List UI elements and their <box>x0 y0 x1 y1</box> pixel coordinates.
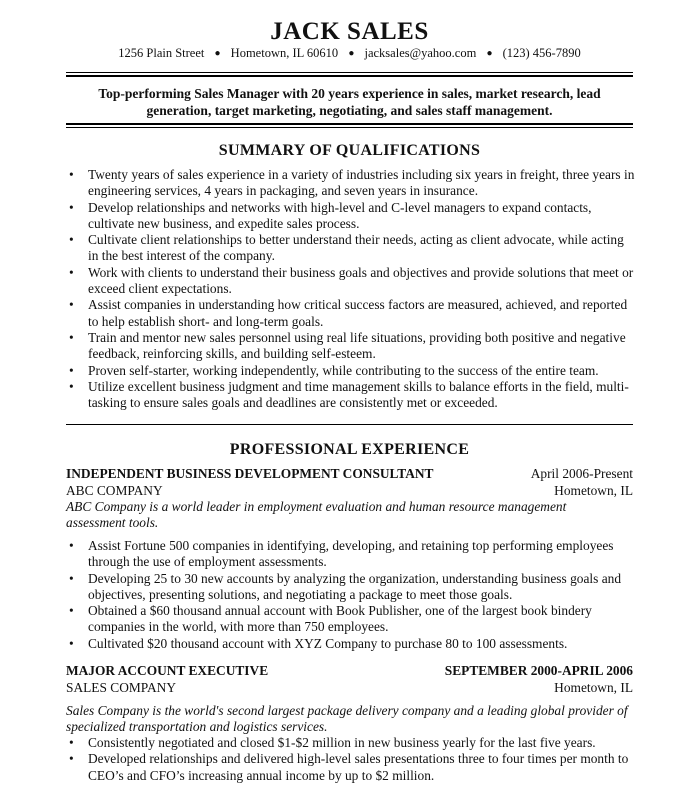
bullet-item <box>66 265 636 298</box>
bullet-item <box>66 636 636 652</box>
address: 1256 Plain Street <box>118 46 205 60</box>
company-name: ABC COMPANY <box>66 483 163 498</box>
bullet-item <box>66 330 636 363</box>
bullet-item <box>66 735 636 751</box>
bullet-text: Utilize excellent business judgment and time management skills to balance efforts in the field, multi-tasking to ensure sales goals and deadlines are consistently met or exceeded. <box>88 378 629 411</box>
bullet-icon: • <box>69 199 74 215</box>
bullet-icon: • <box>69 362 74 378</box>
separator-dot: ● <box>348 48 355 59</box>
job-company-row <box>66 483 633 500</box>
contact-line <box>0 46 699 61</box>
bullet-text: Proven self-starter, working independently, while contributing to the success of the entire team. <box>88 362 599 378</box>
bullet-icon: • <box>69 570 74 586</box>
bullet-item <box>66 603 636 636</box>
job-title: INDEPENDENT BUSINESS DEVELOPMENT CONSULTANT <box>66 466 434 481</box>
bullet-icon: • <box>69 378 74 394</box>
job-achievements-list <box>66 538 636 652</box>
job-dates: April 2006-Present <box>530 466 633 481</box>
bullet-item <box>66 167 636 200</box>
bullet-item <box>66 538 636 571</box>
job-header <box>66 466 633 483</box>
separator-dot: ● <box>486 48 493 59</box>
summary-list <box>66 167 636 411</box>
city: Hometown, IL 60610 <box>230 46 339 60</box>
company-location: Hometown, IL <box>554 483 633 498</box>
job-company-row <box>66 680 633 697</box>
bullet-text: Developed relationships and delivered high-level sales presentations three to four times per month to CEO’s and CFO’s increasing annual income by up to $2 million. <box>88 751 629 783</box>
company-name: SALES COMPANY <box>66 680 177 695</box>
bullet-icon: • <box>69 538 74 553</box>
bullet-icon: • <box>69 603 74 619</box>
bullet-icon: • <box>69 635 74 651</box>
headline-rule-bottom <box>66 127 633 128</box>
job-dates: SEPTEMBER 2000-APRIL 2006 <box>444 663 633 678</box>
bullet-item <box>66 363 636 379</box>
bullet-text: Assist companies in understanding how critical success factors are measured, achieved, and reported to help establish short- and long-term goals. <box>88 297 628 329</box>
bullet-text: Assist Fortune 500 companies in identifying, developing, and retaining top performing employees through the use of employment assessments. <box>88 538 614 570</box>
job-achievements-list <box>66 735 636 784</box>
bullet-icon: • <box>69 297 74 313</box>
section-title-experience: PROFESSIONAL EXPERIENCE <box>229 441 470 458</box>
bullet-text: Consistently negotiated and closed $1-$2 million in new business yearly for the last five years. <box>88 735 596 750</box>
headline-rule-bottom-thick <box>66 123 633 125</box>
section-divider <box>66 424 633 425</box>
bullet-icon: • <box>69 329 74 345</box>
bullet-icon: • <box>69 232 74 248</box>
bullet-text: Cultivated $20 thousand account with XYZ Company to purchase 80 to 100 assessments. <box>88 635 568 651</box>
bullet-icon: • <box>69 751 74 767</box>
header-rule-top-thick <box>66 75 633 77</box>
company-description: ABC Company is a world leader in employment evaluation and human resource management assessment tools. <box>66 499 567 530</box>
separator-dot: ● <box>214 48 221 59</box>
bullet-item <box>66 751 636 784</box>
header-rule-top <box>66 72 633 73</box>
bullet-item <box>66 297 636 330</box>
bullet-icon: • <box>69 735 74 750</box>
bullet-text: Cultivate client relationships to better understand their needs, acting as client advocate, while acting in the best interest of the company. <box>88 232 624 264</box>
bullet-text: Obtained a $60 thousand annual account with Book Publisher, one of the largest book bindery companies in the world, with more than 750 employees. <box>88 603 592 635</box>
job-title: MAJOR ACCOUNT EXECUTIVE <box>66 663 269 678</box>
bullet-text: Developing 25 to 30 new accounts by analyzing the organization, understanding business goals and objectives, presenting solutions, and negotiating a package to meet those goals. <box>88 570 622 602</box>
bullet-text: Develop relationships and networks with high-level and C-level managers to expand contacts, cultivate new business, and expedite sales process. <box>88 199 592 231</box>
bullet-text: Work with clients to understand their business goals and objectives and provide solutions that meet or exceed client expectations. <box>88 264 634 297</box>
section-title-summary: SUMMARY OF QUALIFICATIONS <box>218 142 481 159</box>
bullet-icon: • <box>69 264 74 280</box>
email-link[interactable]: jacksales@yahoo.com <box>364 46 477 60</box>
phone: (123) 456-7890 <box>502 46 581 60</box>
bullet-item <box>66 232 636 265</box>
bullet-item <box>66 200 636 233</box>
resume-name: JACK SALES <box>270 18 429 45</box>
company-location: Hometown, IL <box>554 680 633 695</box>
bullet-icon: • <box>69 167 74 182</box>
bullet-item <box>66 379 636 412</box>
bullet-text: Train and mentor new sales personnel using real life situations, providing both positive and negative feedback, reinforcing skills, and building self-esteem. <box>88 329 626 362</box>
bullet-item <box>66 571 636 604</box>
headline: Top-performing Sales Manager with 20 years experience in sales, market research, lead generation, target marketing, negotiating, and sales staff management. <box>98 86 601 118</box>
bullet-text: Twenty years of sales experience in a variety of industries including six years in freight, three years in engineering services, 4 years in packaging, and seven years in insurance. <box>88 167 635 199</box>
job-header <box>66 663 633 680</box>
company-description: Sales Company is the world's second largest package delivery company and a leading global provider of specialized transportation and logistics services. <box>66 703 628 734</box>
